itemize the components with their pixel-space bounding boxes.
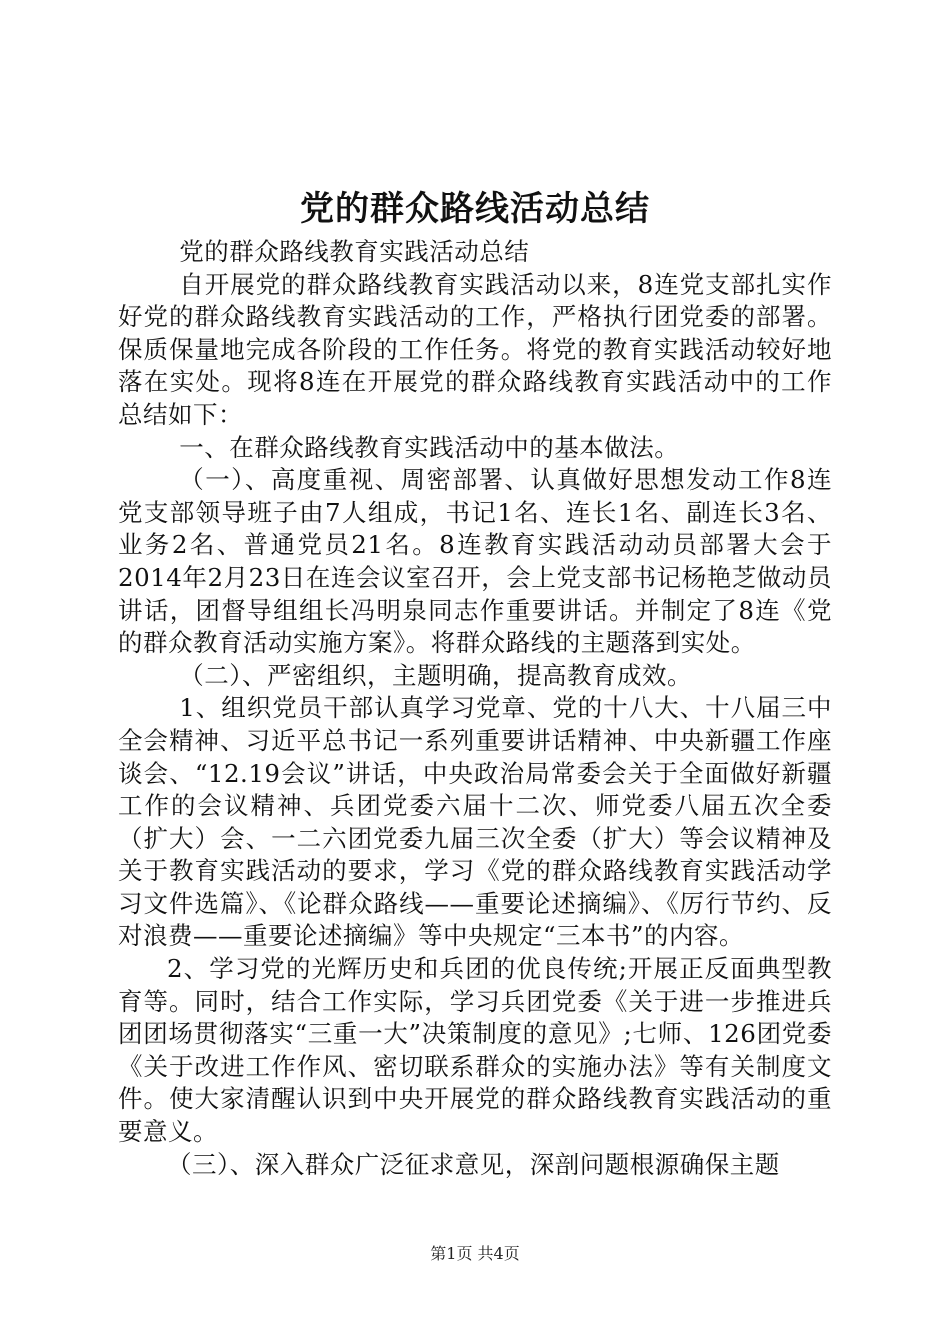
- document-title: 党的群众路线活动总结: [300, 189, 650, 229]
- paragraph-section-heading: 一、在群众路线教育实践活动中的基本做法。: [179, 432, 680, 462]
- paragraph-item-1: （一）、高度重视、周密部署、认真做好思想发动工作8连党支部领导班子由7人组成，书记1名、连长1名、副连长3名、业务2名、普通党员21名。8连教育实践活动动员部署大会于2014年2月23日在连会议室召开，会上党支部书记杨艳芝做动员讲话，团督导组组长冯明泉同志作重要讲话。并制定了8连《党的群众教育活动实施方案》。将群众路线的主题落到实处。: [118, 465, 832, 658]
- page-footer: 第1页 共4页: [430, 1244, 520, 1263]
- paragraph-study-2: 2、学习党的光辉历史和兵团的优良传统;开展正反面典型教育等。同时，结合工作实际，学习兵团党委《关于进一步推进兵团团场贯彻落实“三重一大”决策制度的意见》;七师、126团党委《关于改进工作作风、密切联系群众的实施办法》等有关制度文件。使大家清醒认识到中央开展党的群众路线教育实践活动的重要意义。: [118, 954, 832, 1147]
- paragraph-intro: 自开展党的群众路线教育实践活动以来，8连党支部扎实作好党的群众路线教育实践活动的工作，严格执行团党委的部署。保质保量地完成各阶段的工作任务。将党的教育实践活动较好地落在实处。现将8连在开展党的群众路线教育实践活动中的工作总结如下：: [118, 269, 832, 429]
- paragraph-item-2-heading: （二）、严密组织，主题明确，提高教育成效。: [179, 660, 692, 690]
- paragraph-subtitle: 党的群众路线教育实践活动总结: [179, 237, 530, 266]
- paragraph-study-1: 1、组织党员干部认真学习党章、党的十八大、十八届三中全会精神、习近平总书记一系列重要讲话精神、中央新疆工作座谈会、“12.19会议”讲话，中央政治局常委会关于全面做好新疆工作的会议精神、兵团党委六届十二次、师党委八届五次全委（扩大）会、一二六团党委九届三次全委（扩大）等会议精神及关于教育实践活动的要求，学习《党的群众路线教育实践活动学习文件选篇》、《论群众路线——重要论述摘编》、《厉行节约、反对浪费——重要论述摘编》等中央规定“三本书”的内容。: [118, 693, 832, 951]
- paragraph-item-3-heading: （三）、深入群众广泛征求意见，深剖问题根源确保主题: [167, 1149, 780, 1179]
- document-body: [118, 236, 832, 1181]
